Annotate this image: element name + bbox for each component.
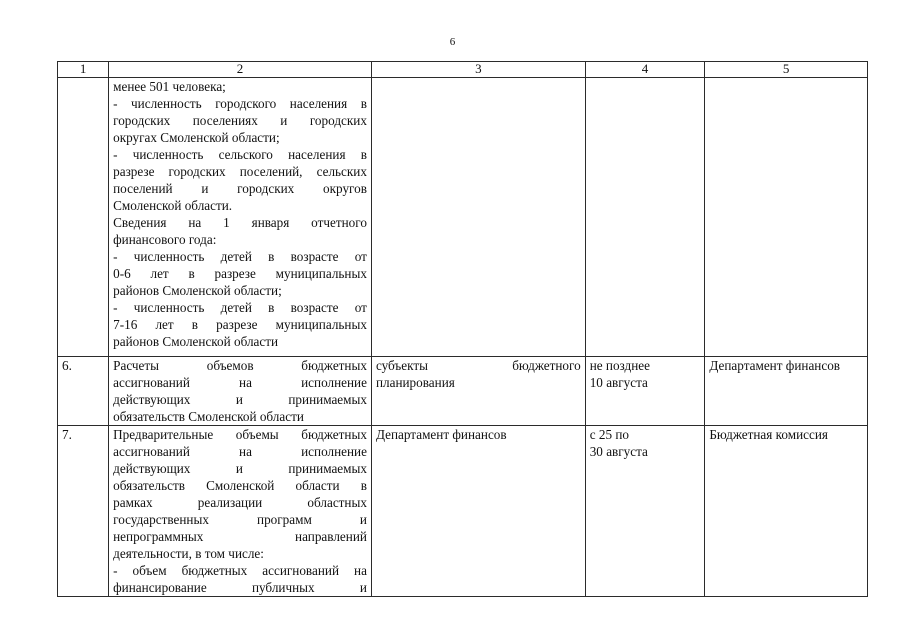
text-line: поселений и городских округов <box>113 181 367 196</box>
cell-deadline <box>585 78 705 357</box>
text-line: субъекты бюджетного <box>375 358 581 373</box>
text-line: государственных программ и <box>113 512 367 527</box>
header-row <box>58 62 868 78</box>
text-line: финансирование публичных и <box>113 580 367 595</box>
text-line: 7-16 лет в разрезе муниципальных <box>113 317 367 332</box>
text-line: 30 августа <box>589 444 648 459</box>
text-line: Предварительные объемы бюджетных <box>113 427 367 442</box>
cell-deadline <box>585 426 705 597</box>
header-col-1: 1 <box>58 62 109 78</box>
text-line: действующих и принимаемых <box>113 461 367 476</box>
text-line: обязательств Смоленской области <box>113 409 304 424</box>
cell-number: 7. <box>58 426 109 597</box>
text-line: - численность детей в возрасте от <box>113 300 367 315</box>
header-col-5: 5 <box>705 62 868 78</box>
cell-responsible <box>371 78 585 357</box>
text-line: городских поселениях и городских <box>113 113 367 128</box>
text-line: менее 501 человека; <box>113 79 226 94</box>
schedule-table <box>57 61 868 597</box>
text-line: действующих и принимаемых <box>113 392 367 407</box>
text-line: с 25 по <box>589 427 629 442</box>
text-line: не позднее <box>589 358 651 373</box>
header-col-3: 3 <box>371 62 585 78</box>
text-line: ассигнований на исполнение <box>113 444 367 459</box>
text-line: непрограммных направлений <box>113 529 367 544</box>
text-line: финансового года: <box>113 232 217 247</box>
text-line: обязательств Смоленской области в <box>113 478 367 493</box>
text-line: планирования <box>375 375 455 390</box>
text-line: Расчеты объемов бюджетных <box>113 358 367 373</box>
cell-responsible: Департамент финансов <box>371 426 585 597</box>
cell-recipient: Департамент финансов <box>705 357 868 426</box>
text-line: районов Смоленской области <box>113 334 279 349</box>
cell-description <box>109 357 372 426</box>
text-line: районов Смоленской области; <box>113 283 282 298</box>
cell-responsible <box>371 357 585 426</box>
text-line: - численность городского населения в <box>113 96 367 111</box>
table-row-7 <box>58 426 868 597</box>
text-line: разрезе городских поселений, сельских <box>113 164 367 179</box>
cell-description <box>109 426 372 597</box>
text-line: Сведения на 1 января отчетного <box>113 215 367 230</box>
cell-recipient <box>705 78 868 357</box>
text-line: Смоленской области. <box>113 198 233 213</box>
cell-deadline <box>585 357 705 426</box>
text-line: рамках реализации областных <box>113 495 367 510</box>
text-line: ассигнований на исполнение <box>113 375 367 390</box>
text-line: - численность детей в возрасте от <box>113 249 367 264</box>
header-col-2: 2 <box>109 62 372 78</box>
cell-recipient: Бюджетная комиссия <box>705 426 868 597</box>
text-line: 0-6 лет в разрезе муниципальных <box>113 266 367 281</box>
text-line: деятельности, в том числе: <box>113 546 264 561</box>
cell-number <box>58 78 109 357</box>
header-col-4: 4 <box>585 62 705 78</box>
text-line: - объем бюджетных ассигнований на <box>113 563 367 578</box>
cell-description <box>109 78 372 357</box>
text-line: округах Смоленской области; <box>113 130 280 145</box>
cell-number: 6. <box>58 357 109 426</box>
text-line: 10 августа <box>589 375 648 390</box>
text-line: - численность сельского населения в <box>113 147 367 162</box>
table-row-6 <box>58 357 868 426</box>
table-row-continuation <box>58 78 868 357</box>
page-number: 6 <box>449 36 456 48</box>
